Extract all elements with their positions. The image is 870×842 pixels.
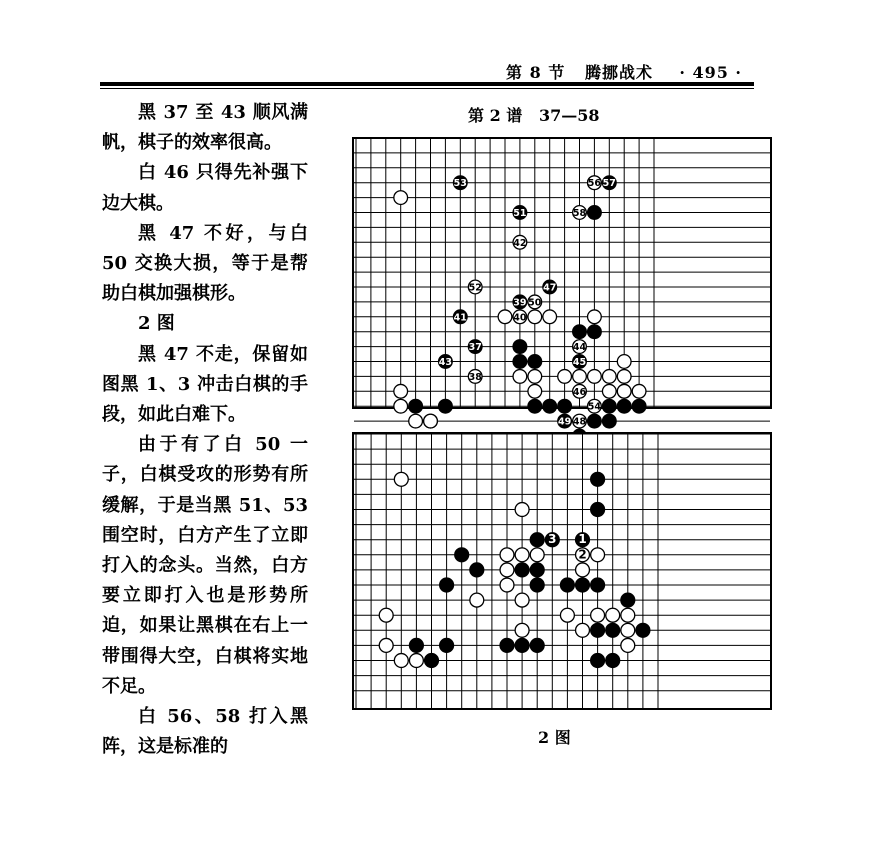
white-stone: [530, 548, 544, 562]
header-rule-thick: [100, 82, 754, 86]
black-stone: [588, 206, 602, 220]
white-stone: [621, 623, 635, 637]
black-stone: [636, 623, 650, 637]
white-stone: [576, 563, 590, 577]
black-stone: [528, 399, 542, 413]
black-stone: [543, 399, 557, 413]
black-stone: [602, 414, 616, 428]
black-stone: [588, 325, 602, 339]
white-stone: [617, 370, 631, 384]
black-stone: [515, 563, 529, 577]
white-stone: [528, 384, 542, 398]
white-stone: [394, 399, 408, 413]
white-stone: [379, 638, 393, 652]
white-stone: [576, 623, 590, 637]
black-stone: [591, 654, 605, 668]
white-stone: [470, 593, 484, 607]
black-stone: [409, 638, 423, 652]
go-board-diagram1: [352, 137, 772, 428]
white-stone: [573, 370, 587, 384]
white-stone: [394, 472, 408, 486]
white-stone: [528, 370, 542, 384]
move-number-label: 1: [578, 532, 587, 547]
diagram2-caption: 2 图: [538, 728, 571, 747]
black-stone: [470, 563, 484, 577]
white-stone: [588, 370, 602, 384]
white-stone: [498, 310, 512, 324]
header-rule-thin: [100, 88, 754, 89]
black-stone: [440, 638, 454, 652]
white-stone: [543, 310, 557, 324]
white-stone: [606, 608, 620, 622]
move-number-label: 39: [513, 297, 527, 309]
white-stone: [500, 563, 514, 577]
white-stone: [632, 384, 646, 398]
go-board-diagram2: [352, 432, 772, 710]
black-stone: [606, 623, 620, 637]
move-number-label: 47: [543, 282, 557, 294]
move-number-label: 48: [572, 416, 587, 428]
black-stone: [560, 578, 574, 592]
move-number-label: 45: [572, 357, 587, 368]
black-stone: [528, 355, 542, 369]
black-stone: [606, 654, 620, 668]
white-stone: [409, 414, 423, 428]
move-number-label: 3: [548, 532, 557, 547]
move-number-label: 57: [602, 178, 616, 190]
commentary-text: [102, 98, 308, 762]
black-stone: [591, 472, 605, 486]
white-stone: [528, 310, 542, 324]
move-number-label: 49: [557, 416, 572, 428]
white-stone: [515, 503, 529, 517]
black-stone: [530, 578, 544, 592]
white-stone: [617, 384, 631, 398]
white-stone: [424, 414, 438, 428]
white-stone: [515, 623, 529, 637]
move-number-label: 53: [453, 178, 467, 190]
black-stone: [573, 325, 587, 339]
black-stone: [632, 399, 646, 413]
move-number-label: 50: [528, 297, 542, 309]
black-stone: [617, 399, 631, 413]
black-stone: [530, 533, 544, 547]
black-stone: [439, 399, 453, 413]
black-stone: [621, 593, 635, 607]
white-stone: [394, 384, 408, 398]
paragraph: 白 46 只得先补强下边大棋。: [102, 162, 308, 214]
move-number-label: 37: [468, 342, 482, 354]
black-stone: [576, 578, 590, 592]
white-stone: [513, 370, 527, 384]
move-number-label: 40: [513, 312, 527, 324]
white-stone: [602, 370, 616, 384]
move-number-label: 58: [572, 208, 587, 219]
paragraph: 黑 37 至 43 顺风满帆，棋子的效率很高。: [102, 102, 308, 154]
move-number-label: 56: [587, 178, 602, 190]
move-number-label: 52: [468, 282, 482, 294]
white-stone: [394, 191, 408, 205]
diagram1-caption: 第 2 谱 37—58: [468, 106, 600, 125]
white-stone: [621, 608, 635, 622]
black-stone: [455, 548, 469, 562]
black-stone: [591, 503, 605, 517]
black-stone: [558, 399, 572, 413]
paragraph: 由于有了白 50 一子，白棋受攻的形势有所缓解，于是当黑 51、53 围空时，白方产生了立即打入的念头。当然，白方要立即打入也是形势所迫，如果让黑棋在右上一带围得大空，白棋将实地不足。: [102, 434, 308, 697]
black-stone: [425, 654, 439, 668]
move-number-label: 44: [572, 342, 587, 354]
white-stone: [515, 548, 529, 562]
header-text: 第 8 节 腾挪战术 · 495 ·: [506, 63, 742, 82]
white-stone: [379, 608, 393, 622]
white-stone: [394, 654, 408, 668]
page-header: [100, 60, 750, 82]
move-number-label: 41: [453, 312, 467, 324]
move-number-label: 54: [587, 401, 602, 413]
black-stone: [409, 399, 423, 413]
black-stone: [515, 638, 529, 652]
move-number-label: 2: [578, 547, 587, 562]
black-stone: [591, 623, 605, 637]
move-number-label: 51: [513, 208, 527, 219]
move-number-label: 42: [513, 237, 527, 249]
black-stone: [513, 340, 527, 354]
paragraph: 2 图: [138, 313, 175, 335]
paragraph: 白 56、58 打入黑阵，这是标准的: [102, 706, 308, 758]
move-number-label: 38: [468, 371, 482, 383]
white-stone: [591, 548, 605, 562]
white-stone: [560, 608, 574, 622]
move-number-label: 46: [572, 386, 587, 398]
white-stone: [621, 638, 635, 652]
black-stone: [513, 355, 527, 369]
white-stone: [602, 384, 616, 398]
black-stone: [530, 563, 544, 577]
black-stone: [530, 638, 544, 652]
white-stone: [591, 608, 605, 622]
white-stone: [409, 654, 423, 668]
black-stone: [500, 638, 514, 652]
black-stone: [591, 578, 605, 592]
move-number-label: 43: [438, 357, 453, 368]
white-stone: [515, 593, 529, 607]
white-stone: [500, 578, 514, 592]
paragraph: 黑 47 不好，与白 50 交换大损，等于是帮助白棋加强棋形。: [102, 222, 308, 305]
paragraph: 黑 47 不走，保留如图黑 1、3 冲击白棋的手段，如此白难下。: [102, 343, 308, 426]
white-stone: [588, 310, 602, 324]
black-stone: [588, 414, 602, 428]
white-stone: [500, 548, 514, 562]
black-stone: [602, 399, 616, 413]
white-stone: [558, 370, 572, 384]
black-stone: [440, 578, 454, 592]
white-stone: [617, 355, 631, 369]
